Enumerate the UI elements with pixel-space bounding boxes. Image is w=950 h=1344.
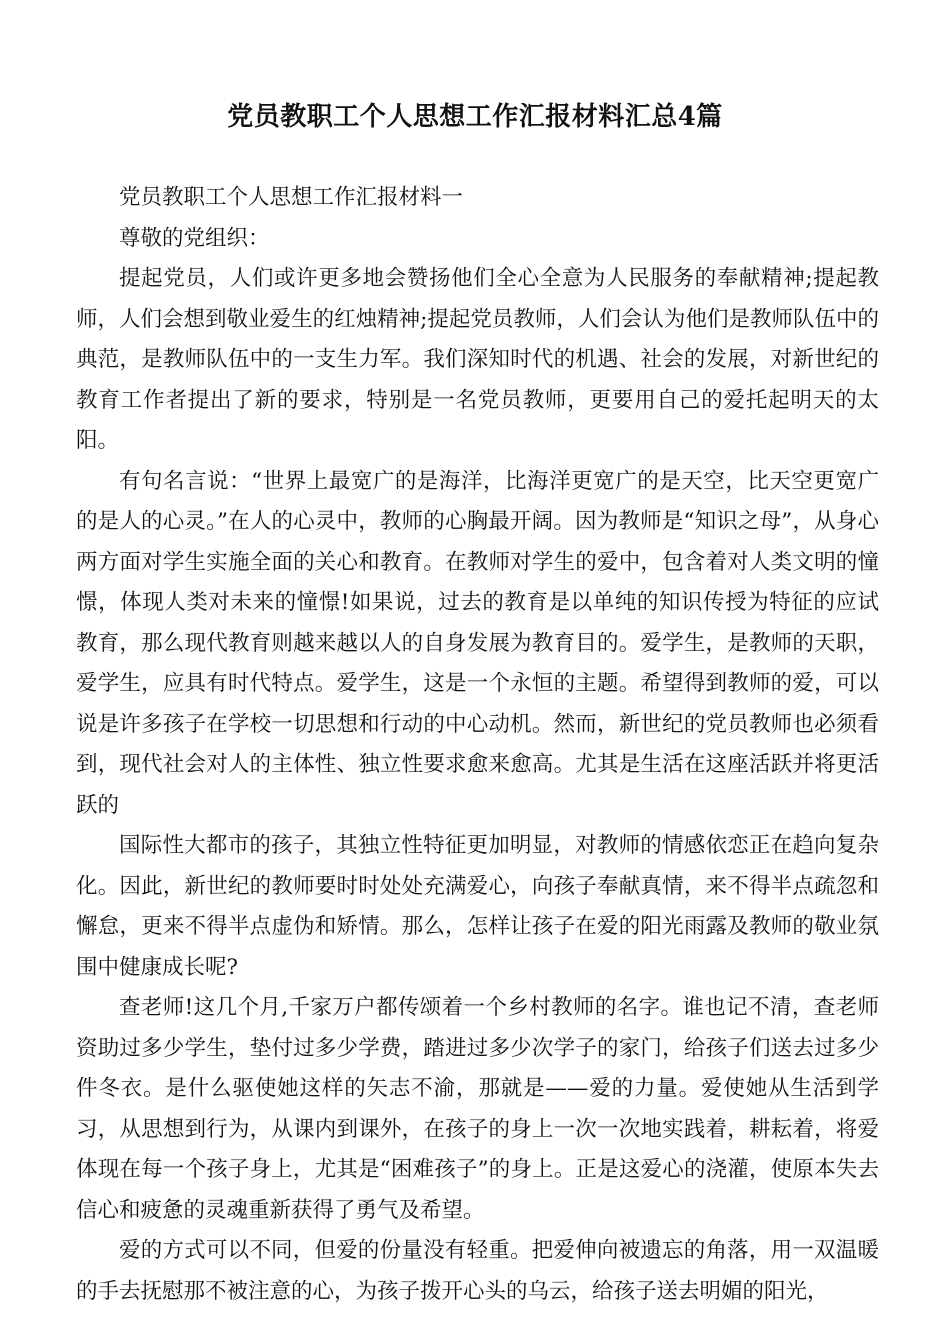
body-paragraph: 国际性大都市的孩子，其独立性特征更加明显，对教师的情感依恋正在趋向复杂化。因此，新世纪的教师要时时处处充满爱心，向孩子奉献真情，来不得半点疏忽和懈怠，更来不得半点虚伪和矫情。那么，怎样让孩子在爱的阳光雨露及教师的敬业氛围中健康成长呢? <box>76 833 879 980</box>
body-paragraph: 查老师!这几个月,千家万户都传颂着一个乡村教师的名字。谁也记不清，查老师资助过多少学生，垫付过多少学费，踏进过多少次学子的家门，给孩子们送去过多少件冬衣。是什么驱使她这样的矢志不渝，那就是——爱的力量。爱使她从生活到学习，从思想到行为，从课内到课外，在孩子的身上一次一次地实践着，耕耘着，将爱体现在每一个孩子身上，尤其是“困难孩子”的身上。正是这爱心的浇灌，使原本失去信心和疲惫的灵魂重新获得了勇气及希望。 <box>76 995 879 1223</box>
body-paragraph: 有句名言说：“世界上最宽广的是海洋，比海洋更宽广的是天空，比天空更宽广的是人的心灵。”在人的心灵中，教师的心胸最开阔。因为教师是“知识之母”，从身心两方面对学生实施全面的关心和教育。在教师对学生的爱中，包含着对人类文明的憧憬，体现人类对未来的憧憬!如果说，过去的教育是以单纯的知识传授为特征的应试教育，那么现代教育则越来越以人的自身发展为教育目的。爱学生，是教师的天职，爱学生，应具有时代特点。爱学生，这是一个永恒的主题。希望得到教师的爱，可以说是许多孩子在学校一切思想和行动的中心动机。然而，新世纪的党员教师也必须看到，现代社会对人的主体性、独立性要求愈来愈高。尤其是生活在这座活跃并将更活跃的 <box>76 468 879 818</box>
document-body <box>76 178 879 1312</box>
document-title: 党员教职工个人思想工作汇报材料汇总4篇 <box>227 102 723 132</box>
salutation: 尊敬的党组织： <box>119 225 270 251</box>
body-paragraph: 提起党员，人们或许更多地会赞扬他们全心全意为人民服务的奉献精神;提起教师，人们会想到敬业爱生的红烛精神;提起党员教师，人们会认为他们是教师队伍中的典范，是教师队伍中的一支生力军。我们深知时代的机遇、社会的发展，对新世纪的教育工作者提出了新的要求，特别是一名党员教师，更要用自己的爱托起明天的太阳。 <box>76 266 879 453</box>
body-paragraph: 爱的方式可以不同，但爱的份量没有轻重。把爱伸向被遗忘的角落，用一双温暖的手去抚慰那不被注意的心，为孩子拨开心头的乌云，给孩子送去明媚的阳光， <box>76 1238 879 1304</box>
section-heading: 党员教职工个人思想工作汇报材料一 <box>119 185 464 210</box>
